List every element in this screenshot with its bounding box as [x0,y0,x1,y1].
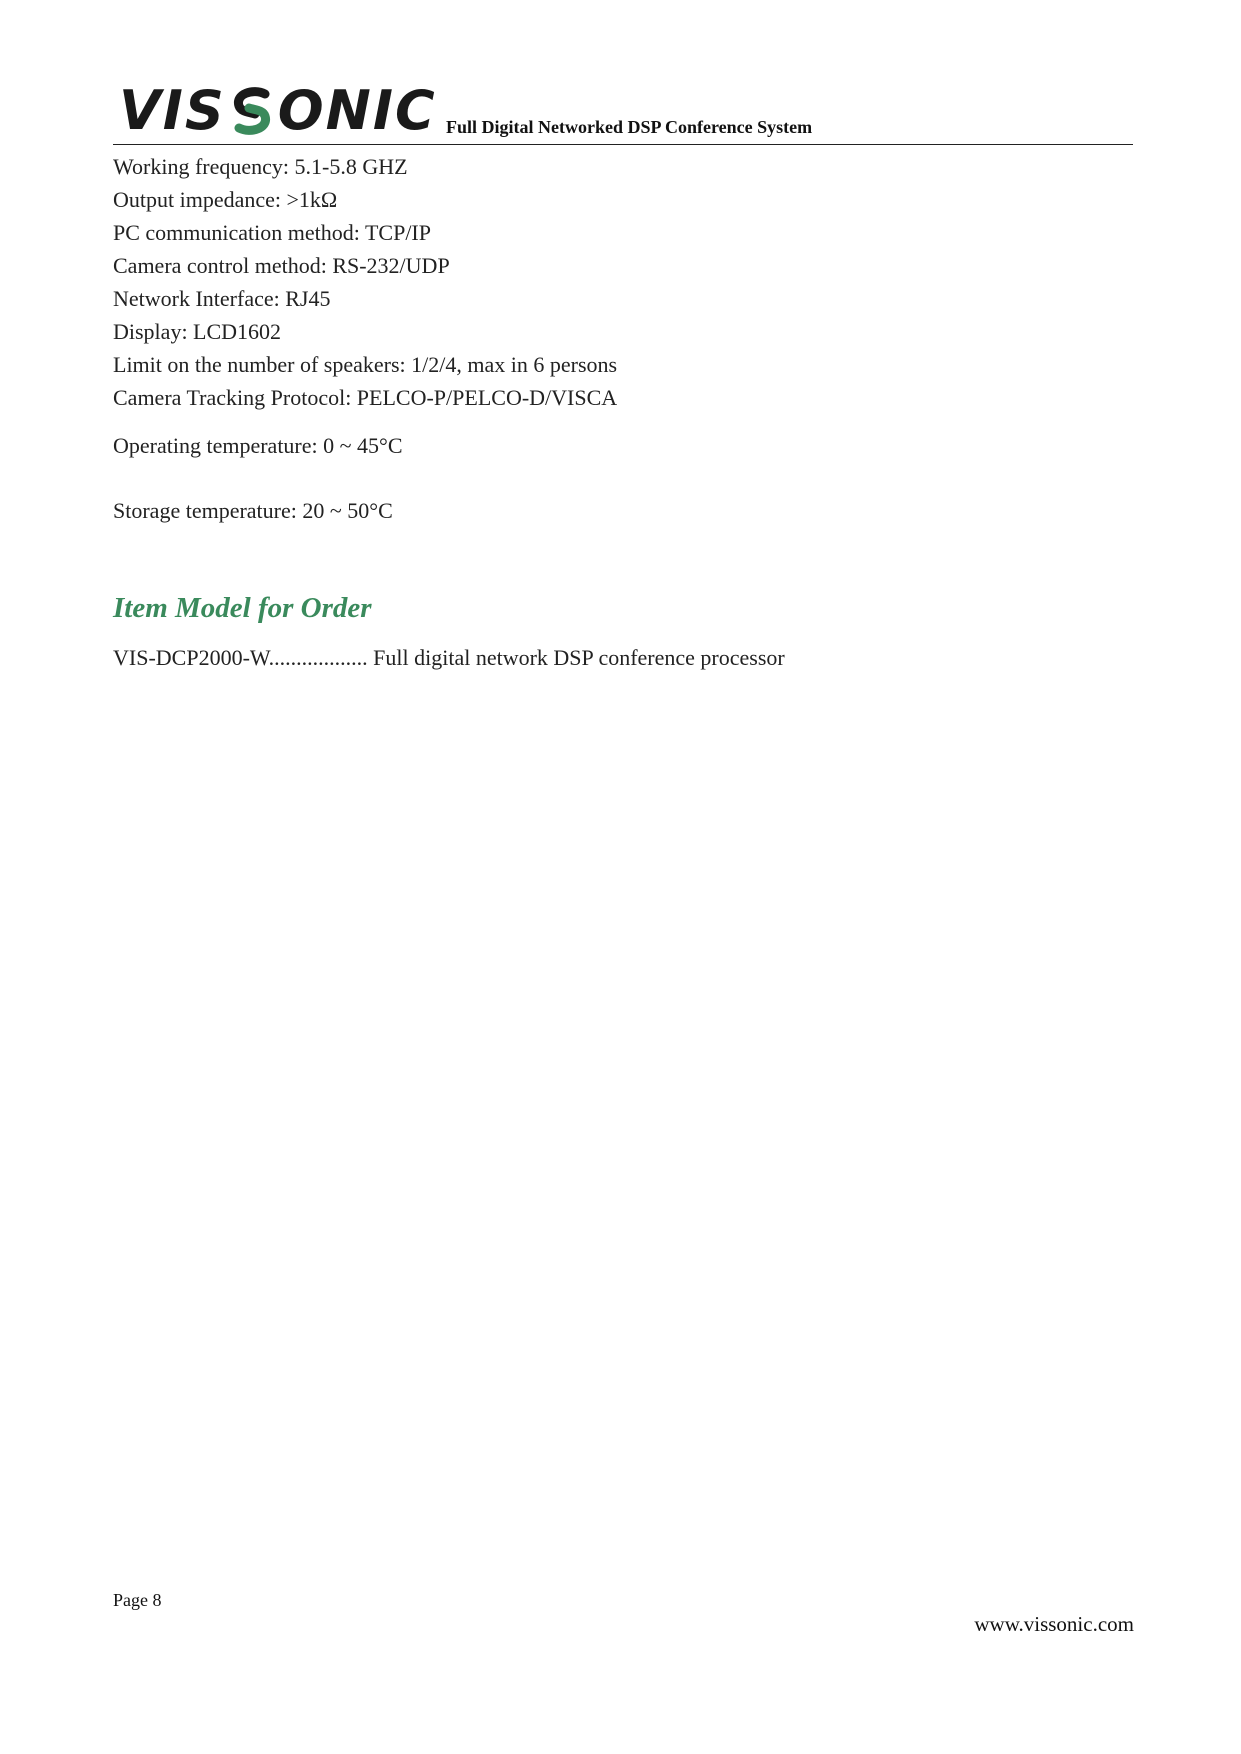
spec-list [113,150,617,414]
spec-network-interface: Network Interface: RJ45 [113,286,331,311]
storage-temperature: Storage temperature: 20 ~ 50°C [113,498,393,523]
spec-display: Display: LCD1602 [113,319,282,344]
page-number: Page 8 [113,1590,162,1610]
operating-temperature: Operating temperature: 0 ~ 45°C [113,433,403,458]
logo-swirl-icon [227,86,277,136]
website-url: www.vissonic.com [974,1612,1134,1636]
spec-camera-protocol: Camera Tracking Protocol: PELCO-P/PELCO-D/VISCA [113,385,618,410]
spec-pc-communication: PC communication method: TCP/IP [113,220,431,245]
spec-speaker-limit: Limit on the number of speakers: 1/2/4, max in 6 persons [113,352,618,377]
page-header [113,79,1133,145]
vissonic-logo: VIS ONIC [119,79,437,142]
spec-working-frequency: Working frequency: 5.1-5.8 GHZ [113,154,408,179]
order-item: VIS-DCP2000-W.................. Full digital network DSP conference processor [113,645,785,670]
order-section-title: Item Model for Order [113,592,372,624]
spec-camera-control: Camera control method: RS-232/UDP [113,253,450,278]
spec-output-impedance: Output impedance: >1kΩ [113,187,338,212]
header-title: Full Digital Networked DSP Conference System [446,117,813,137]
